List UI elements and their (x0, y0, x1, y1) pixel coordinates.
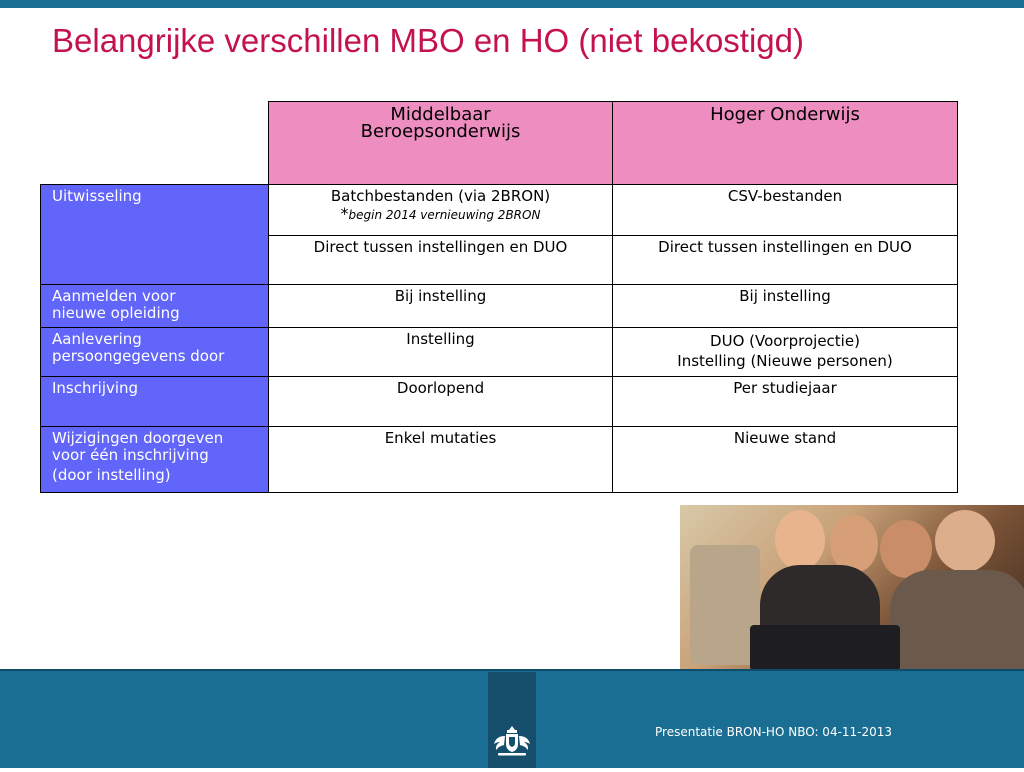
slide-title: Belangrijke verschillen MBO en HO (niet bekostigd) (52, 22, 804, 59)
cell-inschrijving-mbo: Doorlopend (269, 377, 613, 427)
row-header-line: voor één inschrijving (52, 446, 209, 464)
column-header-ho: Hoger Onderwijs (613, 102, 958, 185)
photo-face-shape (775, 510, 825, 570)
note-text: begin 2014 vernieuwing 2BRON (348, 208, 541, 222)
row-header-wijzigingen (41, 427, 269, 493)
cell-note (269, 205, 612, 224)
note-asterisk: * (340, 204, 349, 223)
cell-uitwisseling-mbo-2: Direct tussen instellingen en DUO (269, 236, 613, 285)
photo-face-shape (935, 510, 995, 572)
cell-uitwisseling-ho-2: Direct tussen instellingen en DUO (613, 236, 958, 285)
empty-corner-cell (41, 102, 269, 185)
footer-presentation-label: Presentatie BRON-HO NBO: 04-11-2013 (655, 725, 893, 739)
photo-body-shape (890, 570, 1024, 671)
row-header-line: Wijzigingen doorgeven (52, 429, 224, 447)
table-row (41, 427, 958, 493)
dutch-government-coat-of-arms-icon (488, 672, 536, 768)
row-header-line: (door instelling) (52, 466, 171, 484)
cell-aanmelden-ho: Bij instelling (613, 285, 958, 328)
cell-aanmelden-mbo: Bij instelling (269, 285, 613, 328)
cell-aanlevering-ho (613, 328, 958, 377)
column-header-mbo (269, 102, 613, 185)
footer-divider (0, 669, 1024, 671)
cell-aanlevering-mbo: Instelling (269, 328, 613, 377)
cell-inschrijving-ho: Per studiejaar (613, 377, 958, 427)
row-header-aanlevering (41, 328, 269, 377)
row-header-line: nieuwe opleiding (52, 304, 180, 322)
cell-wijzigingen-mbo: Enkel mutaties (269, 427, 613, 493)
cell-uitwisseling-mbo (269, 185, 613, 236)
table-row (41, 328, 958, 377)
top-accent-bar (0, 0, 1024, 8)
logo-panel (488, 672, 536, 768)
row-header-inschrijving: Inschrijving (41, 377, 269, 427)
students-photo (680, 505, 1024, 671)
table-header-row (41, 102, 958, 185)
row-header-line: Aanmelden voor (52, 287, 176, 305)
cell-wijzigingen-ho: Nieuwe stand (613, 427, 958, 493)
photo-laptop-shape (750, 625, 900, 671)
cell-line: DUO (Voorprojectie) (710, 332, 860, 350)
table-row (41, 185, 958, 236)
row-header-aanmelden (41, 285, 269, 328)
row-header-uitwisseling: Uitwisseling (41, 185, 269, 285)
comparison-table (40, 101, 958, 493)
table-row (41, 377, 958, 427)
row-header-line: persoongegevens door (52, 347, 225, 365)
cell-text: Batchbestanden (via 2BRON) (330, 187, 551, 205)
table-row (41, 285, 958, 328)
cell-uitwisseling-ho: CSV-bestanden (613, 185, 958, 236)
column-header-mbo-text: Middelbaar Beroepsonderwijs (360, 104, 521, 142)
row-header-line: Aanlevering (52, 330, 142, 348)
cell-line: Instelling (Nieuwe personen) (677, 352, 893, 370)
